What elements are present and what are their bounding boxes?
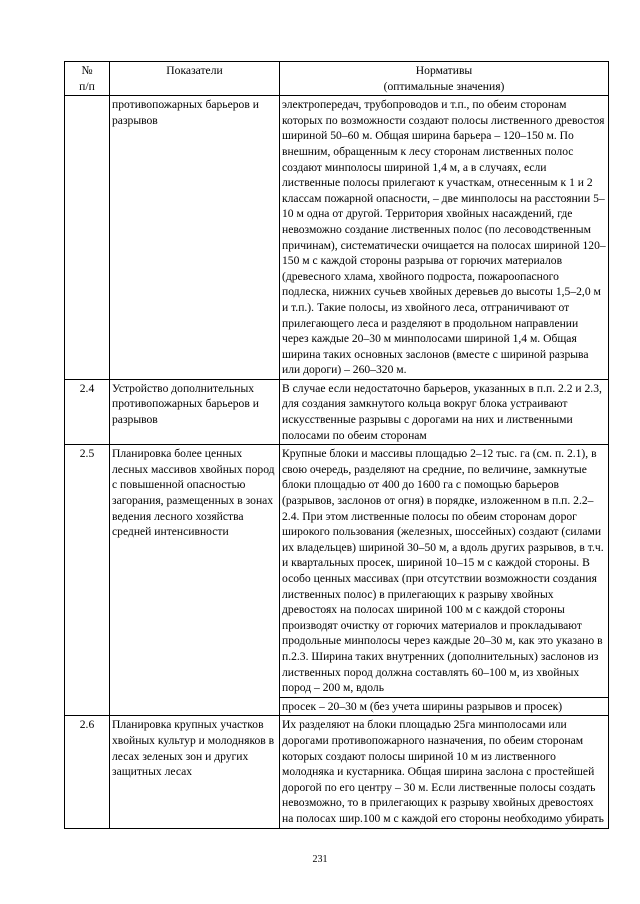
row-indicator: противопожарных барьеров и разрывов [110,96,280,380]
norm-text: Их разделяют на блоки площадью 25га минполосами или дорогами противопожарного назначения, по обеим сторонам которых создают полосы шириной 10 м из лиственного молодняка и кустарника. Общая ширина заслона с простейшей дорогой по его центру – 30 м. Если лиственные полосы создать невозможно, то в прилегающих к разрыву хвойных древостоях на полосах шир.100 м с каждой его стороны необходимо убирать [282,718,604,825]
header-number-symbol: № [81,64,93,77]
row-norm [280,96,609,380]
header-indicators-label: Показатели [166,64,223,77]
row-norm [280,445,609,698]
row-indicator: Планировка крупных участков хвойных культур и молодняков в лесах зеленых зон и других защитных лесах [110,716,280,828]
row-number: 2.6 [65,716,110,828]
table-header-row [65,62,609,96]
norm-text: В случае если недостаточно барьеров, указанных в п.п. 2.2 и 2.3, для создания замкнутого кольца вокруг блока устраивают искусственные разрывы с дорогами на них и лиственными полосами по обеим сторонам [282,381,602,442]
header-indicators-cell [110,62,280,96]
header-number-cell [65,62,110,96]
header-norms-label: Нормативы [415,64,473,77]
table-row [65,96,609,380]
row-norm [280,379,609,444]
table-row [65,716,609,828]
page-number: 231 [312,854,328,865]
norm-text: Крупные блоки и массивы площадью 2–12 тыс. га (см. п. 2.1), в свою очередь, разделяют на средние, по величине, замкнутые блоки площадью от 400 до 1600 га с помощью барьеров (разрывов, заслонов от огня) в порядке, изложенном в п.п. 2.2–2.4. При этом лиственные полосы по обеим сторонам дорог широкого пользования (железных, шоссейных) создают (силами их владельцев) шириной 30–50 м, а вдоль других разрывов, в т.ч. и квартальных просек, шириной 10–15 м с каждой стороны. В особо ценных массивах (при отсутствии возможности создания лиственных полос) в прилегающих к разрыву хвойных древостоях на полосах шириной 100 м с каждой стороны производят очистку от горючих материалов и прокладывают продольные минполосы через каждые 20–30 м, как это указано в п.2.3. Ширина таких внутренних (дополнительных) заслонов из лиственных пород должна составлять 60–100 м, из хвойных пород – 200 м, вдоль [282,447,604,695]
row-number: 2.5 [65,445,110,716]
table-row [65,379,609,444]
header-norms-subtitle: (оптимальные значения) [383,79,505,93]
table-row [65,445,609,698]
row-indicator: Планировка более ценных лесных массивов хвойных пород с повышенной опасностью загорания, размещенных в зонах ведения лесного хозяйства средней интенсивности [110,445,280,716]
row-indicator: Устройство дополнительных противопожарных барьеров и разрывов [110,379,280,444]
norm-text: электропередач, трубопроводов и т.п., по обеим сторонам которых по возможности создают полосы лиственного древостоя шириной 50–60 м. Общая ширина барьера – 120–150 м. По внешним, обращенным к лесу сторонам лиственных полос создают минполосы шириной 1,4 м, а в случаях, если лиственные полосы прилегают к участкам, отнесенным к 1 и 2 классам пожарной опасности, – две минполосы на расстоянии 5–10 м одна от другой. Территория хвойных насаждений, где невозможно создание лиственных полос (по лесоводственным причинам), систематически очищается на полосах шириной 120–150 м с каждой стороны разрыва от горючих материалов (древесного хлама, хвойного подроста, пожароопасного подлеска, нижних сучьев хвойных деревьев до высоты 1,5–2,0 м и т.п.). Такие полосы, из хвойного леса, отграничивают от прилегающего леса и разделяют в продольном направлении через каждые 20–30 м минполосами шириной 1,4 м. Общая ширина таких основных заслонов (вместе с шириной разрыва или дороги) – 260–320 м. [282,98,606,377]
norms-table [64,61,609,829]
header-norms-cell [280,62,609,96]
norm-text: просек – 20–30 м (без учета ширины разрывов и просек) [282,699,563,713]
header-number-abbrev: п/п [79,79,95,93]
row-norm [280,697,609,716]
row-number [65,96,110,380]
row-norm [280,716,609,828]
row-number: 2.4 [65,379,110,444]
